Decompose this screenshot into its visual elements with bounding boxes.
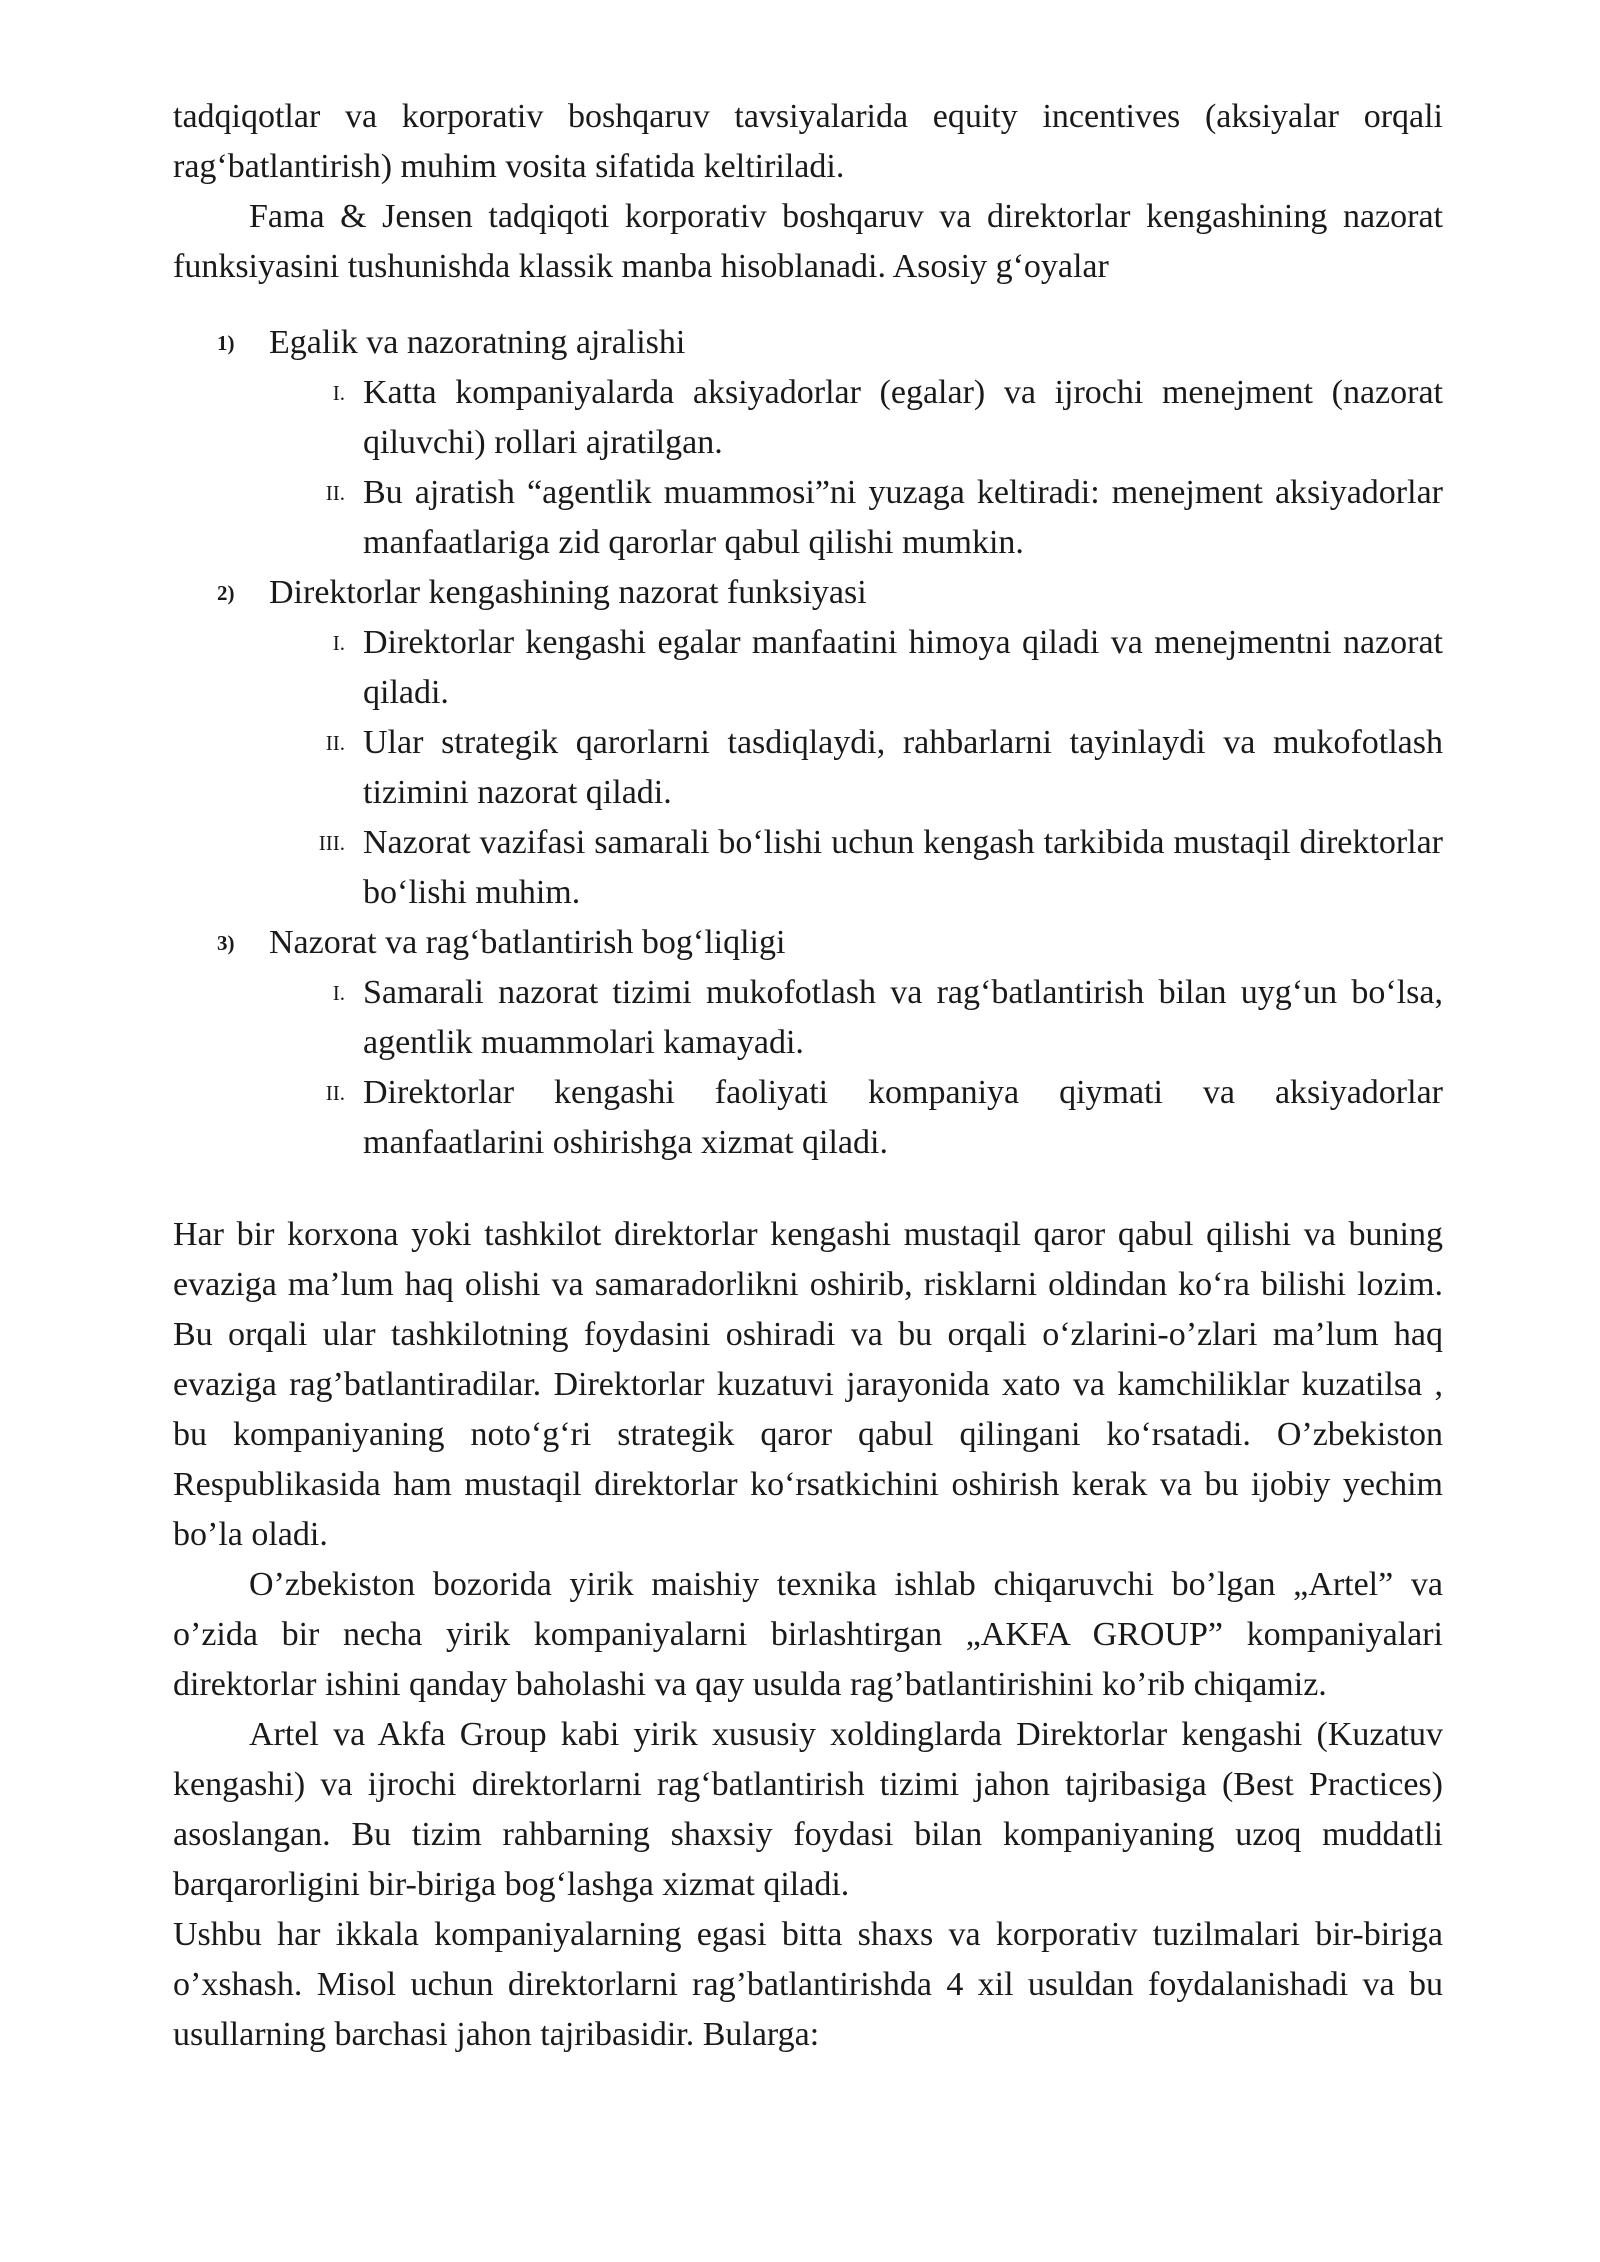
sublist bbox=[269, 968, 1443, 1168]
list-item-title: Nazorat va rag‘batlantirish bog‘liqligi bbox=[269, 924, 786, 961]
list-number: 2) bbox=[217, 581, 235, 605]
sublist-item bbox=[173, 818, 1443, 918]
sublist-text: Direktorlar kengashi faoliyati kompaniya qiymati va aksiyadorlar manfaatlarini oshirishga xizmat qiladi. bbox=[363, 1074, 1443, 1161]
sublist-item bbox=[173, 718, 1443, 818]
list-item-3 bbox=[173, 918, 1443, 1168]
list-item-2 bbox=[173, 568, 1443, 918]
sublist bbox=[269, 368, 1443, 568]
sublist-item bbox=[173, 968, 1443, 1068]
sublist-text: Samarali nazorat tizimi mukofotlash va rag‘batlantirish bilan uyg‘un bo‘lsa, agentlik muammolari kamayadi. bbox=[363, 974, 1443, 1061]
sublist-number: I. bbox=[332, 381, 345, 405]
paragraph-intro-continuation: tadqiqotlar va korporativ boshqaruv tavsiyalarida equity incentives (aksiyalar orqali rag‘batlantirish) muhim vosita sifatida keltiriladi. bbox=[173, 98, 1443, 185]
document-page bbox=[173, 92, 1443, 2060]
sublist-number: II. bbox=[325, 1081, 345, 1105]
paragraph-board-independence: Har bir korxona yoki tashkilot direktorlar kengashi mustaqil qaror qabul qilishi va buning evaziga ma’lum haq olishi va samaradorlikni oshirib, risklarni oldindan ko‘ra bilishi lozim. Bu orqali ular tashkilotning foydasini oshiradi va bu orqali o‘zlarini-o’zlari ma’lum haq evaziga rag’batlantiradilar. Direktorlar kuzatuvi jarayonida xato va kamchiliklar kuzatilsa , bu kompaniyaning noto‘g‘ri strategik qaror qabul qilingani ko‘rsatadi. O’zbekiston Respublikasida ham mustaqil direktorlar ko‘rsatkichini oshirish kerak va bu ijobiy yechim bo’la oladi. bbox=[173, 1216, 1443, 1553]
list-item-1 bbox=[173, 318, 1443, 568]
sublist-number: I. bbox=[332, 981, 345, 1005]
sublist-text: Ular strategik qarorlarni tasdiqlaydi, rahbarlarni tayinlaydi va mukofotlash tizimini nazorat qiladi. bbox=[363, 724, 1443, 811]
list-item-title: Direktorlar kengashining nazorat funksiyasi bbox=[269, 574, 867, 611]
sublist-item bbox=[173, 368, 1443, 468]
main-ideas-list bbox=[173, 318, 1443, 1168]
sublist-number: II. bbox=[325, 481, 345, 505]
sublist bbox=[269, 618, 1443, 918]
sublist-text: Nazorat vazifasi samarali bo‘lishi uchun kengash tarkibida mustaqil direktorlar bo‘lishi muhim. bbox=[363, 824, 1443, 911]
list-item-title: Egalik va nazoratning ajralishi bbox=[269, 324, 686, 361]
paragraph-fama-jensen: Fama & Jensen tadqiqoti korporativ boshqaruv va direktorlar kengashining nazorat funksiyasini tushunishda klassik manba hisoblanadi. Asosiy g‘oyalar bbox=[173, 198, 1443, 285]
sublist-item bbox=[173, 618, 1443, 718]
sublist-text: Direktorlar kengashi egalar manfaatini himoya qiladi va menejmentni nazorat qiladi. bbox=[363, 624, 1443, 711]
list-number: 1) bbox=[217, 331, 235, 355]
spacer bbox=[173, 292, 1443, 318]
sublist-number: III. bbox=[318, 831, 345, 855]
list-number: 3) bbox=[217, 931, 235, 955]
sublist-item bbox=[173, 1068, 1443, 1168]
spacer bbox=[173, 1168, 1443, 1210]
sublist-text: Katta kompaniyalarda aksiyadorlar (egalar) va ijrochi menejment (nazorat qiluvchi) rollari ajratilgan. bbox=[363, 374, 1443, 461]
paragraph-best-practices: Artel va Akfa Group kabi yirik xususiy xoldinglarda Direktorlar kengashi (Kuzatuv kengashi) va ijrochi direktorlarni rag‘batlantirish tizimi jahon tajribasiga (Best Practices) asoslangan. Bu tizim rahbarning shaxsiy foydasi bilan kompaniyaning uzoq muddatli barqarorligini bir-biriga bog‘lashga xizmat qiladi. bbox=[173, 1716, 1443, 1903]
sublist-item bbox=[173, 468, 1443, 568]
paragraph-artel-akfa-intro: O’zbekiston bozorida yirik maishiy texnika ishlab chiqaruvchi bo’lgan „Artel” va o’zida bir necha yirik kompaniyalarni birlashtirgan „AKFA GROUP” kompaniyalari direktorlar ishini qanday baholashi va qay usulda rag’batlantirishini ko’rib chiqamiz. bbox=[173, 1566, 1443, 1703]
sublist-text: Bu ajratish “agentlik muammosi”ni yuzaga keltiradi: menejment aksiyadorlar manfaatlariga zid qarorlar qabul qilishi mumkin. bbox=[363, 474, 1443, 561]
sublist-number: II. bbox=[325, 731, 345, 755]
sublist-number: I. bbox=[332, 631, 345, 655]
paragraph-four-methods: Ushbu har ikkala kompaniyalarning egasi bitta shaxs va korporativ tuzilmalari bir-biriga o’xshash. Misol uchun direktorlarni rag’batlantirishda 4 xil usuldan foydalanishadi va bu usullarning barchasi jahon tajribasidir. Bularga: bbox=[173, 1916, 1443, 2053]
